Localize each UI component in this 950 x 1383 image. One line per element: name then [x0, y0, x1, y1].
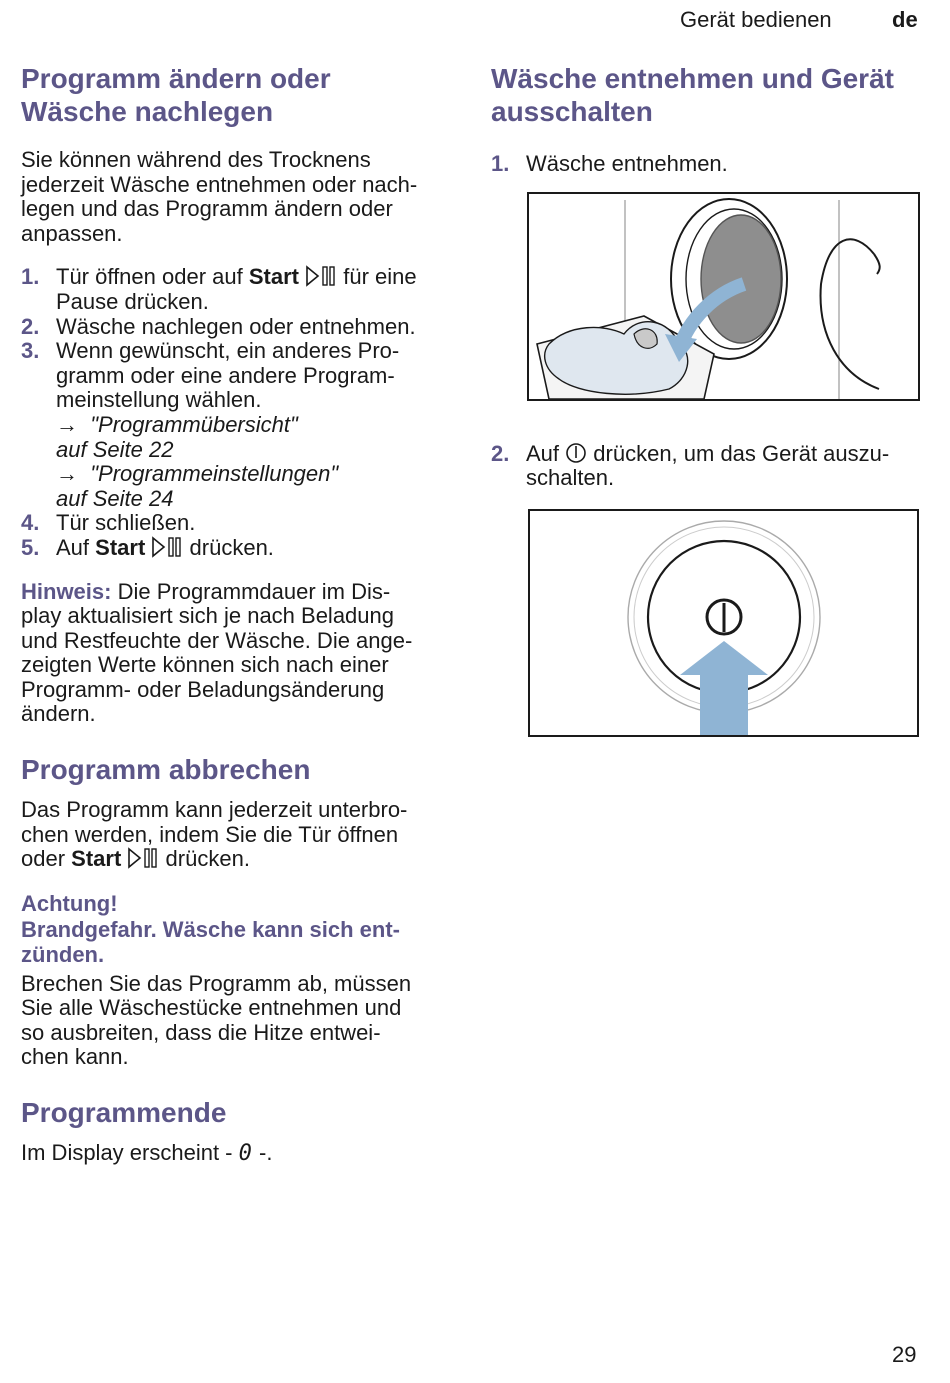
power-button-drawing	[530, 511, 917, 735]
language-code: de	[892, 7, 918, 32]
step-number: 2.	[491, 440, 510, 466]
text-line: so ausbreiten, dass die Hitze entwei-	[21, 1019, 381, 1045]
text-line: zeigten Werte können sich nach einer	[21, 652, 389, 678]
text-line	[21, 580, 461, 605]
step-5	[21, 536, 461, 561]
right-column	[491, 62, 931, 737]
text-line: jederzeit Wäsche entnehmen oder nach-	[21, 171, 418, 197]
text-line: Wäsche entnehmen.	[526, 151, 728, 176]
warning-title: Achtung!	[21, 890, 118, 916]
step-4	[21, 511, 461, 536]
text-line	[526, 442, 931, 467]
step-text: Tür öffnen oder auf	[56, 264, 243, 290]
power-icon	[565, 442, 587, 464]
hint-text: Die Programmdauer im Dis-	[111, 578, 391, 604]
running-header: Gerät bedienen	[680, 7, 832, 32]
reference-page: auf Seite 24	[56, 485, 174, 511]
arrow-right-icon: →	[56, 411, 78, 437]
cross-reference-program-overview[interactable]	[56, 413, 461, 462]
hint-label: Hinweis:	[21, 578, 112, 604]
end-text: -.	[259, 1140, 273, 1165]
start-pause-icon	[151, 536, 183, 558]
display-digit: 0	[238, 1141, 253, 1166]
text-line: chen kann.	[21, 1044, 129, 1070]
step-number: 2.	[21, 313, 40, 339]
page-number: 29	[892, 1342, 917, 1367]
start-label: Start	[71, 846, 122, 872]
step-number: 4.	[21, 510, 40, 536]
reference-title: "Programmübersicht"	[90, 411, 298, 437]
step-text: Auf	[526, 440, 560, 466]
warning-subtitle: Brandgefahr. Wäsche kann sich ent-	[21, 917, 400, 943]
text-line: ändern.	[21, 701, 96, 727]
left-column	[21, 62, 461, 1167]
right-steps-list-2	[491, 442, 931, 491]
step-1	[491, 152, 931, 177]
text-line: legen und das Programm ändern oder	[21, 196, 393, 222]
text-line: meinstellung wählen.	[56, 387, 262, 413]
arrow-right-icon: →	[56, 461, 78, 487]
reference-title: "Programmeinstellungen"	[90, 461, 339, 487]
text-line	[21, 847, 461, 872]
start-label: Start	[248, 264, 299, 290]
step-text: Auf	[56, 534, 90, 560]
text-line	[56, 265, 461, 290]
step-3	[21, 339, 461, 511]
text-line: und Restfeuchte der Wäsche. Die ange-	[21, 627, 413, 653]
abort-text: drücken.	[165, 846, 250, 872]
text-line: schalten.	[526, 465, 615, 491]
step-text: drücken, um das Gerät auszu-	[593, 440, 890, 466]
warning-subtitle: zünden.	[21, 942, 105, 968]
start-pause-icon	[127, 847, 159, 869]
text-line: play aktualisiert sich je nach Beladung	[21, 603, 395, 629]
power-button-illustration	[528, 509, 919, 737]
cross-reference-program-settings[interactable]	[56, 462, 461, 511]
heading-line: Programm ändern oder	[21, 63, 331, 94]
step-text: für eine	[343, 264, 417, 290]
dryer-door-drawing	[529, 194, 918, 399]
heading-program-end: Programmende	[21, 1097, 227, 1128]
steps-list	[21, 265, 461, 560]
warning-block	[21, 892, 461, 1070]
text-line: Programm- oder Beladungsänderung	[21, 676, 385, 702]
step-2	[21, 315, 461, 340]
hint-box	[21, 580, 461, 728]
text-line: gramm oder eine andere Program-	[56, 362, 395, 388]
step-number: 1.	[21, 264, 40, 290]
text-line	[56, 536, 461, 561]
reference-page: auf Seite 22	[56, 436, 174, 462]
text-line: Sie alle Wäschestücke entnehmen und	[21, 995, 402, 1021]
heading-line: ausschalten	[491, 96, 653, 127]
end-text: Im Display erscheint -	[21, 1140, 233, 1165]
text-line: Das Programm kann jederzeit unterbro-	[21, 797, 408, 823]
text-line: Wäsche nachlegen oder entnehmen.	[56, 313, 416, 339]
text-line: Tür schließen.	[56, 510, 196, 536]
text-line: Sie können während des Trocknens	[21, 147, 371, 172]
step-number: 1.	[491, 151, 510, 176]
step-number: 3.	[21, 338, 40, 364]
heading-abort-program: Programm abbrechen	[21, 754, 311, 786]
laundry-removal-illustration	[527, 192, 920, 401]
heading-change-program	[21, 62, 461, 128]
right-steps-list	[491, 152, 931, 177]
heading-line: Wäsche nachlegen	[21, 96, 274, 127]
text-line: Brechen Sie das Programm ab, müssen	[21, 970, 412, 996]
program-end-text	[21, 1141, 461, 1167]
start-label: Start	[95, 534, 146, 560]
intro-paragraph	[21, 148, 461, 246]
text-line: Wenn gewünscht, ein anderes Pro-	[56, 338, 400, 364]
abort-paragraph	[21, 798, 461, 872]
step-1	[21, 265, 461, 314]
step-2	[491, 442, 931, 491]
step-number: 5.	[21, 534, 40, 560]
heading-line: Wäsche entnehmen und Gerät	[491, 63, 894, 94]
text-line: chen werden, indem Sie die Tür öffnen	[21, 821, 399, 847]
abort-text: oder	[21, 846, 66, 872]
text-line: Pause drücken.	[56, 288, 209, 314]
start-pause-icon	[305, 265, 337, 287]
step-text: drücken.	[189, 534, 274, 560]
text-line: anpassen.	[21, 220, 123, 246]
heading-remove-laundry	[491, 62, 931, 128]
